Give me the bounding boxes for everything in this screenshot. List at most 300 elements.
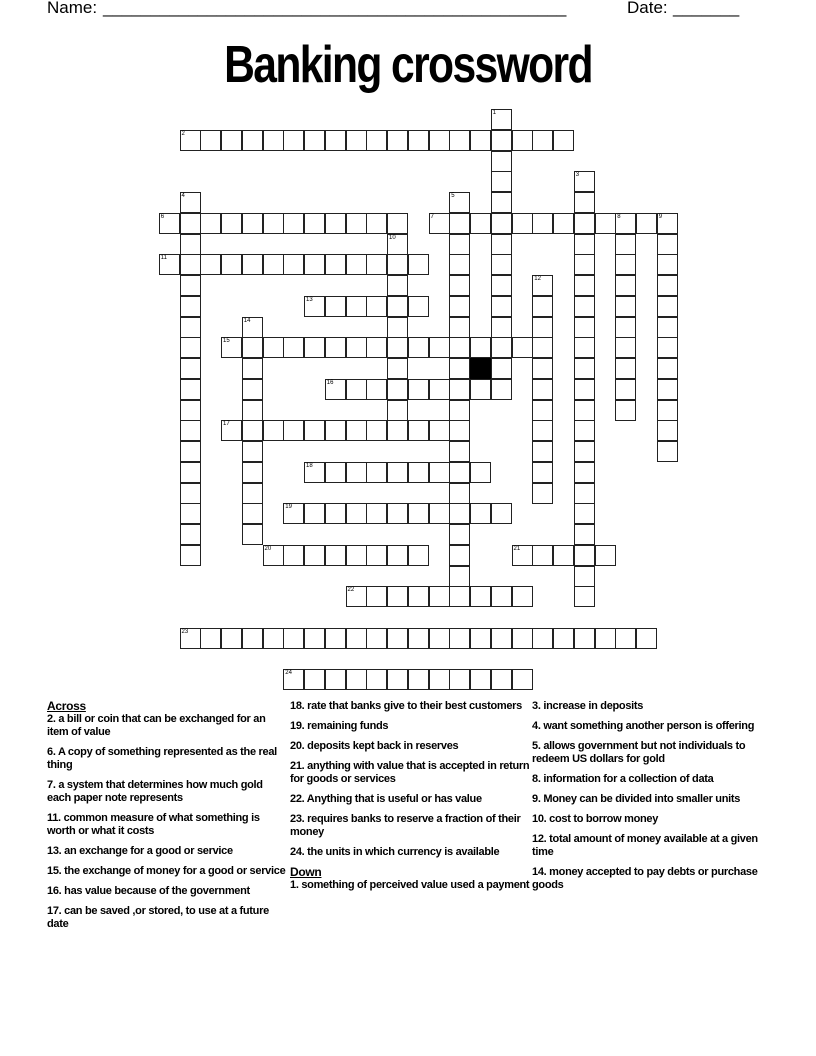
grid-cell[interactable] xyxy=(491,669,512,690)
grid-cell[interactable] xyxy=(512,669,533,690)
grid-cell[interactable] xyxy=(325,254,346,275)
grid-cell[interactable] xyxy=(408,462,429,483)
grid-cell[interactable] xyxy=(325,545,346,566)
grid-cell[interactable] xyxy=(304,337,325,358)
grid-cell[interactable] xyxy=(325,213,346,234)
grid-cell[interactable] xyxy=(532,130,553,151)
grid-cell[interactable] xyxy=(491,109,512,130)
grid-cell[interactable] xyxy=(180,254,201,275)
grid-cell[interactable] xyxy=(180,275,201,296)
grid-cell[interactable] xyxy=(304,462,325,483)
grid-cell[interactable] xyxy=(470,669,491,690)
grid-cell[interactable] xyxy=(180,379,201,400)
clue-number: 5. xyxy=(532,740,541,752)
grid-cell[interactable] xyxy=(532,420,553,441)
grid-cell[interactable] xyxy=(242,379,263,400)
grid-cell[interactable] xyxy=(263,337,284,358)
grid-cell[interactable] xyxy=(180,524,201,545)
grid-cell[interactable] xyxy=(180,420,201,441)
grid-cell[interactable] xyxy=(242,628,263,649)
clue-number: 2. xyxy=(47,713,56,725)
grid-cell[interactable] xyxy=(429,420,450,441)
grid-cell[interactable] xyxy=(200,213,221,234)
grid-cell[interactable] xyxy=(346,420,367,441)
grid-cell[interactable] xyxy=(325,337,346,358)
grid-cell[interactable] xyxy=(449,545,470,566)
grid-cell[interactable] xyxy=(180,358,201,379)
grid-cell[interactable] xyxy=(180,130,201,151)
grid-cell[interactable] xyxy=(408,130,429,151)
grid-cell[interactable] xyxy=(366,337,387,358)
grid-cell[interactable] xyxy=(387,400,408,421)
grid-cell[interactable] xyxy=(574,586,595,607)
grid-cell[interactable] xyxy=(532,296,553,317)
grid-cell[interactable] xyxy=(429,586,450,607)
grid-cell[interactable] xyxy=(574,420,595,441)
grid-cell[interactable] xyxy=(408,503,429,524)
grid-cell[interactable] xyxy=(180,213,201,234)
grid-cell[interactable] xyxy=(574,483,595,504)
grid-cell[interactable] xyxy=(636,213,657,234)
grid-cell[interactable] xyxy=(470,462,491,483)
clue-number: 4. xyxy=(532,720,541,732)
grid-cell[interactable] xyxy=(574,254,595,275)
clue-across-24 xyxy=(290,846,530,859)
grid-cell[interactable] xyxy=(283,503,304,524)
grid-cell[interactable] xyxy=(387,586,408,607)
grid-cell[interactable] xyxy=(180,441,201,462)
grid-cell[interactable] xyxy=(657,441,678,462)
grid-cell[interactable] xyxy=(470,628,491,649)
grid-cell[interactable] xyxy=(449,317,470,338)
grid-cell[interactable] xyxy=(180,483,201,504)
grid-cell[interactable] xyxy=(615,337,636,358)
clue-down-12 xyxy=(532,833,772,859)
grid-cell[interactable] xyxy=(574,337,595,358)
grid-cell[interactable] xyxy=(574,441,595,462)
grid-cell[interactable] xyxy=(387,628,408,649)
grid-cell[interactable] xyxy=(512,213,533,234)
grid-cell[interactable] xyxy=(263,213,284,234)
grid-cell[interactable] xyxy=(615,317,636,338)
grid-cell[interactable] xyxy=(242,337,263,358)
grid-cell[interactable] xyxy=(346,462,367,483)
grid-cell[interactable] xyxy=(408,420,429,441)
grid-cell[interactable] xyxy=(221,130,242,151)
grid-cell[interactable] xyxy=(574,545,595,566)
clue-text: allows government but not individuals to redeem US dollars for gold xyxy=(532,740,746,765)
grid-cell[interactable] xyxy=(657,358,678,379)
grid-cell[interactable] xyxy=(657,234,678,255)
grid-cell[interactable] xyxy=(574,192,595,213)
grid-cell[interactable] xyxy=(242,254,263,275)
clue-number: 18. xyxy=(290,700,305,712)
grid-cell[interactable] xyxy=(553,130,574,151)
grid-cell[interactable] xyxy=(325,628,346,649)
grid-cell[interactable] xyxy=(429,379,450,400)
grid-cell[interactable] xyxy=(429,130,450,151)
grid-cell[interactable] xyxy=(366,254,387,275)
grid-cell[interactable] xyxy=(325,462,346,483)
grid-cell[interactable] xyxy=(449,192,470,213)
grid-cell[interactable] xyxy=(325,669,346,690)
grid-cell[interactable] xyxy=(283,545,304,566)
grid-cell[interactable] xyxy=(595,628,616,649)
grid-cell[interactable] xyxy=(366,379,387,400)
grid-cell[interactable] xyxy=(200,628,221,649)
grid-cell[interactable] xyxy=(325,503,346,524)
grid-cell[interactable] xyxy=(574,171,595,192)
grid-cell[interactable] xyxy=(346,337,367,358)
grid-cell[interactable] xyxy=(657,400,678,421)
grid-cell[interactable] xyxy=(346,545,367,566)
grid-cell[interactable] xyxy=(574,628,595,649)
grid-cell[interactable] xyxy=(387,317,408,338)
grid-cell[interactable] xyxy=(366,669,387,690)
grid-cell[interactable] xyxy=(304,503,325,524)
grid-cell[interactable] xyxy=(242,130,263,151)
grid-cell[interactable] xyxy=(449,400,470,421)
grid-cell[interactable] xyxy=(449,254,470,275)
clues-column-3 xyxy=(532,700,772,899)
grid-cell[interactable] xyxy=(408,628,429,649)
grid-cell[interactable] xyxy=(366,503,387,524)
grid-cell[interactable] xyxy=(657,275,678,296)
grid-cell[interactable] xyxy=(366,420,387,441)
grid-cell[interactable] xyxy=(449,483,470,504)
grid-cell[interactable] xyxy=(449,379,470,400)
grid-cell[interactable] xyxy=(532,400,553,421)
grid-cell[interactable] xyxy=(574,296,595,317)
clue-number: 15. xyxy=(47,865,62,877)
grid-cell[interactable] xyxy=(512,337,533,358)
grid-cell[interactable] xyxy=(180,337,201,358)
grid-cell[interactable] xyxy=(512,130,533,151)
grid-cell[interactable] xyxy=(449,358,470,379)
grid-cell[interactable] xyxy=(263,420,284,441)
grid-cell[interactable] xyxy=(449,213,470,234)
grid-cell[interactable] xyxy=(283,337,304,358)
grid-cell[interactable] xyxy=(242,462,263,483)
grid-cell[interactable] xyxy=(242,400,263,421)
grid-cell[interactable] xyxy=(657,317,678,338)
grid-cell[interactable] xyxy=(304,213,325,234)
grid-cell[interactable] xyxy=(429,503,450,524)
grid-cell[interactable] xyxy=(387,462,408,483)
grid-cell[interactable] xyxy=(574,358,595,379)
grid-cell[interactable] xyxy=(429,462,450,483)
grid-cell[interactable] xyxy=(304,669,325,690)
clue-number: 7. xyxy=(47,779,56,791)
grid-cell[interactable] xyxy=(491,358,512,379)
grid-cell[interactable] xyxy=(595,545,616,566)
grid-cell[interactable] xyxy=(470,379,491,400)
grid-cell[interactable] xyxy=(366,545,387,566)
grid-cell[interactable] xyxy=(574,503,595,524)
grid-cell[interactable] xyxy=(387,234,408,255)
grid-cell[interactable] xyxy=(304,628,325,649)
grid-cell[interactable] xyxy=(346,379,367,400)
grid-cell[interactable] xyxy=(221,213,242,234)
grid-cell[interactable] xyxy=(449,524,470,545)
grid-cell[interactable] xyxy=(449,503,470,524)
grid-cell[interactable] xyxy=(491,254,512,275)
grid-cell[interactable] xyxy=(242,213,263,234)
grid-cell[interactable] xyxy=(657,213,678,234)
grid-cell[interactable] xyxy=(180,503,201,524)
grid-cell[interactable] xyxy=(574,400,595,421)
grid-cell[interactable] xyxy=(387,337,408,358)
grid-cell[interactable] xyxy=(636,628,657,649)
clue-text: the exchange of money for a good or service xyxy=(64,865,286,877)
grid-cell[interactable] xyxy=(532,358,553,379)
grid-cell[interactable] xyxy=(346,503,367,524)
grid-cell[interactable] xyxy=(221,628,242,649)
grid-cell[interactable] xyxy=(532,213,553,234)
clue-text: Anything that is useful or has value xyxy=(306,793,482,805)
grid-cell[interactable] xyxy=(408,669,429,690)
grid-cell[interactable] xyxy=(532,483,553,504)
grid-cell[interactable] xyxy=(283,628,304,649)
grid-cell[interactable] xyxy=(263,545,284,566)
grid-cell[interactable] xyxy=(532,317,553,338)
grid-cell[interactable] xyxy=(408,379,429,400)
grid-cell[interactable] xyxy=(512,586,533,607)
grid-cell[interactable] xyxy=(449,420,470,441)
grid-cell[interactable] xyxy=(449,566,470,587)
grid-cell[interactable] xyxy=(574,213,595,234)
grid-cell[interactable] xyxy=(449,586,470,607)
grid-cell[interactable] xyxy=(387,275,408,296)
grid-cell[interactable] xyxy=(325,296,346,317)
grid-cell[interactable] xyxy=(615,379,636,400)
grid-cell[interactable] xyxy=(491,130,512,151)
grid-cell[interactable] xyxy=(242,503,263,524)
grid-cell[interactable] xyxy=(491,234,512,255)
grid-cell[interactable] xyxy=(366,130,387,151)
grid-cell[interactable] xyxy=(491,296,512,317)
grid-cell[interactable] xyxy=(491,379,512,400)
grid-cell[interactable] xyxy=(159,254,180,275)
grid-cell[interactable] xyxy=(180,317,201,338)
grid-cell[interactable] xyxy=(470,337,491,358)
grid-cell[interactable] xyxy=(180,296,201,317)
grid-cell[interactable] xyxy=(429,337,450,358)
grid-cell[interactable] xyxy=(200,254,221,275)
grid-cell[interactable] xyxy=(304,254,325,275)
grid-cell[interactable] xyxy=(512,628,533,649)
grid-cell[interactable] xyxy=(449,441,470,462)
grid-cell[interactable] xyxy=(553,628,574,649)
grid-cell[interactable] xyxy=(449,337,470,358)
grid-cell[interactable] xyxy=(346,296,367,317)
grid-cell[interactable] xyxy=(657,337,678,358)
grid-cell[interactable] xyxy=(491,317,512,338)
grid-cell[interactable] xyxy=(304,420,325,441)
grid-cell[interactable] xyxy=(532,462,553,483)
grid-cell[interactable] xyxy=(242,358,263,379)
grid-cell[interactable] xyxy=(615,213,636,234)
grid-cell[interactable] xyxy=(366,586,387,607)
grid-cell[interactable] xyxy=(283,669,304,690)
grid-cell[interactable] xyxy=(283,254,304,275)
grid-cell[interactable] xyxy=(429,213,450,234)
grid-cell[interactable] xyxy=(532,628,553,649)
grid-cell[interactable] xyxy=(242,524,263,545)
grid-cell[interactable] xyxy=(532,275,553,296)
grid-cell[interactable] xyxy=(366,213,387,234)
grid-cell[interactable] xyxy=(449,130,470,151)
grid-cell[interactable] xyxy=(366,462,387,483)
grid-cell[interactable] xyxy=(325,420,346,441)
grid-cell[interactable] xyxy=(366,296,387,317)
grid-cell[interactable] xyxy=(532,441,553,462)
grid-cell[interactable] xyxy=(283,130,304,151)
clue-number-label: 1 xyxy=(492,110,497,116)
grid-cell[interactable] xyxy=(346,130,367,151)
grid-cell[interactable] xyxy=(470,130,491,151)
grid-cell[interactable] xyxy=(449,234,470,255)
grid-cell[interactable] xyxy=(346,669,367,690)
grid-cell[interactable] xyxy=(449,296,470,317)
grid-cell[interactable] xyxy=(180,234,201,255)
grid-cell[interactable] xyxy=(449,462,470,483)
grid-cell[interactable] xyxy=(615,628,636,649)
grid-cell[interactable] xyxy=(387,545,408,566)
grid-cell[interactable] xyxy=(387,358,408,379)
grid-cell[interactable] xyxy=(553,545,574,566)
grid-cell[interactable] xyxy=(283,213,304,234)
grid-cell[interactable] xyxy=(574,234,595,255)
grid-cell[interactable] xyxy=(242,441,263,462)
grid-cell[interactable] xyxy=(532,545,553,566)
grid-cell[interactable] xyxy=(180,545,201,566)
grid-cell[interactable] xyxy=(512,545,533,566)
grid-cell[interactable] xyxy=(263,130,284,151)
clue-across-16 xyxy=(47,885,287,898)
grid-cell[interactable] xyxy=(408,545,429,566)
clue-number-label: 3 xyxy=(575,172,580,179)
grid-cell[interactable] xyxy=(429,669,450,690)
grid-cell[interactable] xyxy=(491,275,512,296)
grid-cell[interactable] xyxy=(574,275,595,296)
grid-cell[interactable] xyxy=(449,628,470,649)
clue-number: 11. xyxy=(47,812,61,824)
grid-cell[interactable] xyxy=(595,213,616,234)
grid-cell[interactable] xyxy=(615,358,636,379)
grid-cell[interactable] xyxy=(615,296,636,317)
grid-cell[interactable] xyxy=(491,192,512,213)
grid-cell[interactable] xyxy=(180,192,201,213)
grid-cell[interactable] xyxy=(387,130,408,151)
grid-cell[interactable] xyxy=(491,213,512,234)
grid-cell[interactable] xyxy=(491,151,512,172)
grid-cell[interactable] xyxy=(263,628,284,649)
grid-cell[interactable] xyxy=(491,503,512,524)
grid-cell[interactable] xyxy=(346,628,367,649)
grid-cell[interactable] xyxy=(387,296,408,317)
grid-cell[interactable] xyxy=(574,317,595,338)
grid-cell[interactable] xyxy=(346,213,367,234)
grid-cell[interactable] xyxy=(263,254,284,275)
clue-across-6 xyxy=(47,746,287,772)
grid-cell[interactable] xyxy=(615,275,636,296)
grid-cell[interactable] xyxy=(325,379,346,400)
grid-cell[interactable] xyxy=(470,503,491,524)
grid-cell[interactable] xyxy=(387,379,408,400)
grid-cell[interactable] xyxy=(304,130,325,151)
grid-cell[interactable] xyxy=(304,296,325,317)
grid-cell[interactable] xyxy=(574,524,595,545)
grid-cell[interactable] xyxy=(532,379,553,400)
grid-cell[interactable] xyxy=(180,462,201,483)
grid-cell[interactable] xyxy=(532,337,553,358)
clue-number: 1. xyxy=(290,879,299,891)
grid-cell[interactable] xyxy=(387,213,408,234)
grid-cell[interactable] xyxy=(449,669,470,690)
grid-cell[interactable] xyxy=(449,275,470,296)
grid-cell[interactable] xyxy=(615,254,636,275)
grid-cell[interactable] xyxy=(615,234,636,255)
grid-cell[interactable] xyxy=(242,317,263,338)
grid-cell[interactable] xyxy=(159,213,180,234)
grid-cell[interactable] xyxy=(657,379,678,400)
grid-cell[interactable] xyxy=(283,420,304,441)
grid-cell[interactable] xyxy=(387,503,408,524)
grid-cell[interactable] xyxy=(574,379,595,400)
grid-cell[interactable] xyxy=(408,254,429,275)
grid-cell[interactable] xyxy=(657,254,678,275)
grid-cell[interactable] xyxy=(304,545,325,566)
clue-number: 24. xyxy=(290,846,305,858)
grid-cell[interactable] xyxy=(387,420,408,441)
grid-cell[interactable] xyxy=(387,254,408,275)
grid-cell[interactable] xyxy=(346,586,367,607)
grid-cell[interactable] xyxy=(429,628,450,649)
grid-cell[interactable] xyxy=(325,130,346,151)
grid-cell[interactable] xyxy=(491,586,512,607)
grid-cell[interactable] xyxy=(470,213,491,234)
grid-cell[interactable] xyxy=(180,400,201,421)
grid-cell[interactable] xyxy=(657,420,678,441)
grid-cell[interactable] xyxy=(221,420,242,441)
clue-across-2 xyxy=(47,713,287,739)
grid-cell[interactable] xyxy=(221,337,242,358)
grid-cell[interactable] xyxy=(491,171,512,192)
grid-cell[interactable] xyxy=(657,296,678,317)
grid-cell[interactable] xyxy=(200,130,221,151)
grid-cell[interactable] xyxy=(387,669,408,690)
clue-number-label: 14 xyxy=(243,317,251,324)
grid-cell[interactable] xyxy=(615,400,636,421)
grid-cell[interactable] xyxy=(408,296,429,317)
grid-cell[interactable] xyxy=(491,337,512,358)
clue-number-label: 7 xyxy=(430,213,434,220)
grid-cell[interactable] xyxy=(408,586,429,607)
grid-cell[interactable] xyxy=(408,337,429,358)
grid-cell[interactable] xyxy=(553,213,574,234)
grid-cell[interactable] xyxy=(491,628,512,649)
grid-cell[interactable] xyxy=(180,628,201,649)
grid-cell[interactable] xyxy=(346,254,367,275)
grid-cell[interactable] xyxy=(470,586,491,607)
grid-cell[interactable] xyxy=(221,254,242,275)
grid-cell[interactable] xyxy=(242,420,263,441)
grid-cell[interactable] xyxy=(242,483,263,504)
grid-cell[interactable] xyxy=(574,462,595,483)
grid-cell[interactable] xyxy=(366,628,387,649)
grid-cell[interactable] xyxy=(574,566,595,587)
